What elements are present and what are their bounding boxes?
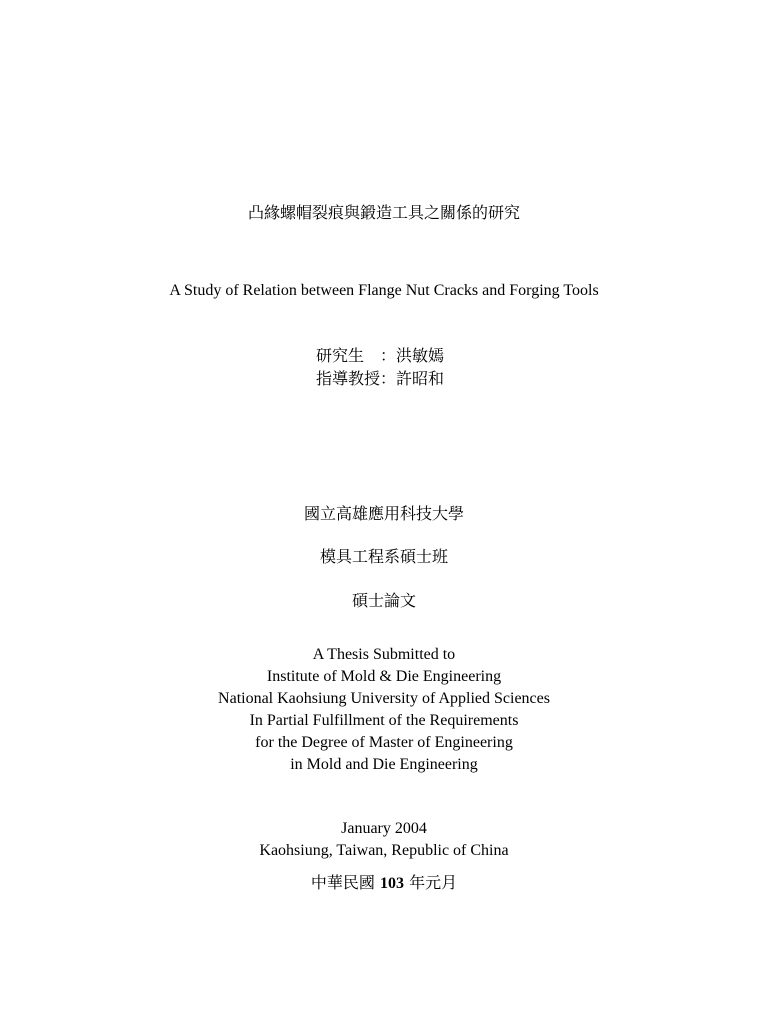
advisor-name: 許昭和	[396, 369, 445, 388]
thesis-statement-line: A Thesis Submitted to	[312, 646, 456, 663]
department-name: 模具工程系碩士班	[319, 547, 448, 566]
thesis-statement-line: Institute of Mold & Die Engineering	[266, 668, 502, 685]
date-chinese	[0, 872, 768, 895]
date-chinese-year: 103	[380, 875, 404, 892]
advisor-separator: ：	[380, 369, 397, 388]
thesis-statement-line: In Partial Fulfillment of the Requirements	[249, 712, 519, 729]
date-english: January 2004	[341, 820, 427, 837]
researcher-line	[316, 345, 516, 367]
location-english: Kaohsiung, Taiwan, Republic of China	[259, 842, 509, 859]
thesis-type: 碩士論文	[351, 591, 416, 610]
thesis-statement-line: for the Degree of Master of Engineering	[255, 734, 513, 751]
advisor-line	[316, 368, 516, 390]
date-chinese-prefix: 中華民國	[310, 873, 375, 892]
researcher-label: 研究生	[316, 346, 365, 365]
researcher-separator: ：	[380, 346, 397, 365]
date-chinese-suffix: 年元月	[409, 873, 458, 892]
thesis-statement-line: in Mold and Die Engineering	[290, 756, 478, 773]
researcher-name: 洪敏嫣	[396, 346, 445, 365]
thesis-statement	[0, 644, 768, 776]
title-english: A Study of Relation between Flange Nut Cracks and Forging Tools	[169, 282, 599, 299]
university-name: 國立高雄應用科技大學	[303, 504, 464, 523]
advisor-label: 指導教授	[316, 369, 381, 388]
title-chinese: 凸緣螺帽裂痕與鍛造工具之關係的研究	[247, 203, 520, 222]
thesis-statement-line: National Kaohsiung University of Applied Sciences	[218, 690, 550, 707]
